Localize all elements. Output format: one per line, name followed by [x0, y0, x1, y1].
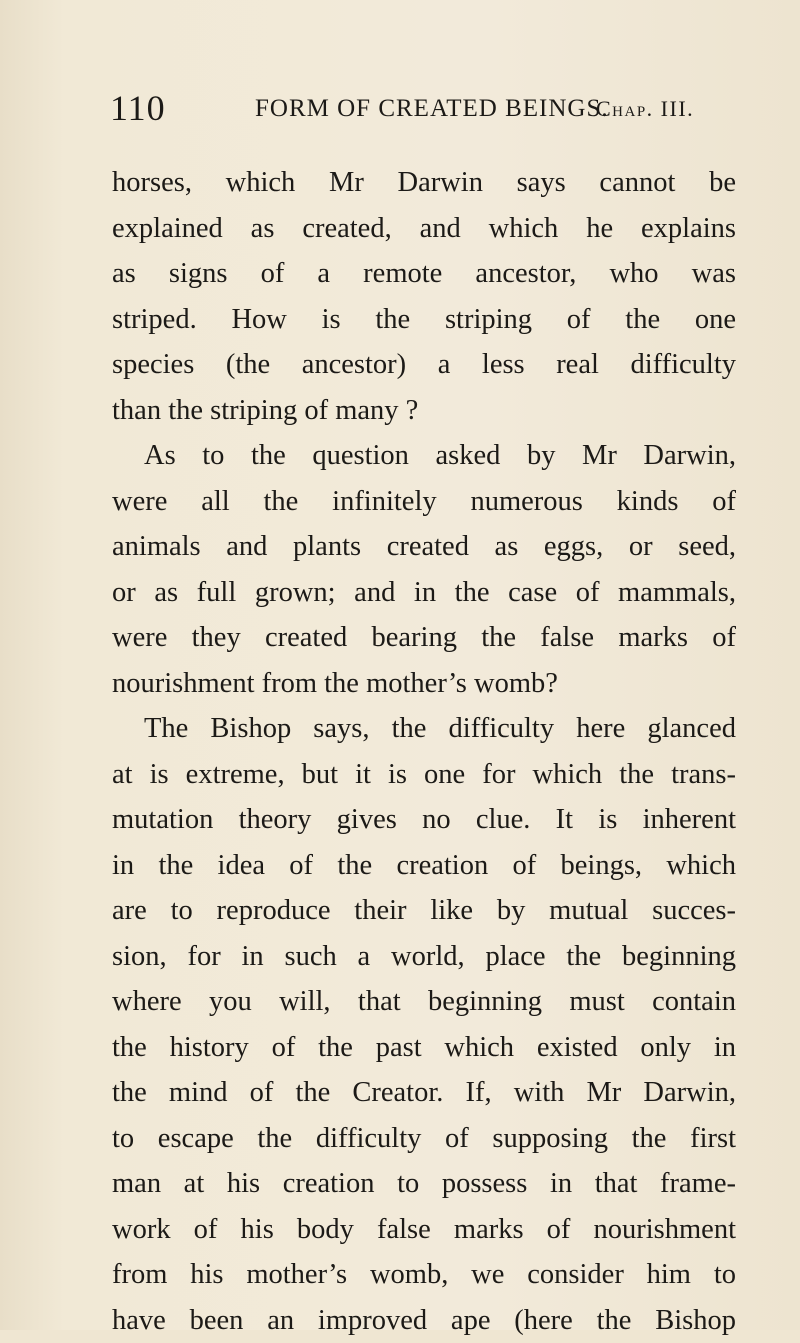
text-line: the mind of the Creator. If, with Mr Darwin, — [112, 1070, 736, 1116]
text-line: are to reproduce their like by mutual succes- — [112, 888, 736, 934]
text-line: from his mother’s womb, we consider him to — [112, 1252, 736, 1298]
text-line: horses, which Mr Darwin says cannot be — [112, 160, 736, 206]
text-line: explained as created, and which he explains — [112, 206, 736, 252]
body-text — [112, 160, 736, 1343]
page-header — [110, 88, 730, 128]
text-line: or as full grown; and in the case of mammals, — [112, 570, 736, 616]
text-line: sion, for in such a world, place the beginning — [112, 934, 736, 980]
text-line: were they created bearing the false marks of — [112, 615, 736, 661]
text-line: where you will, that beginning must contain — [112, 979, 736, 1025]
text-line: species (the ancestor) a less real difficulty — [112, 342, 736, 388]
text-line: animals and plants created as eggs, or seed, — [112, 524, 736, 570]
text-line: As to the question asked by Mr Darwin, — [112, 433, 736, 479]
text-line: as signs of a remote ancestor, who was — [112, 251, 736, 297]
text-line: work of his body false marks of nourishment — [112, 1207, 736, 1253]
text-line: nourishment from the mother’s womb? — [112, 661, 736, 707]
text-line: The Bishop says, the difficulty here glanced — [112, 706, 736, 752]
text-line: at is extreme, but it is one for which the trans- — [112, 752, 736, 798]
text-line: striped. How is the striping of the one — [112, 297, 736, 343]
page-number: 110 — [110, 88, 166, 128]
text-line: the history of the past which existed only in — [112, 1025, 736, 1071]
text-line: mutation theory gives no clue. It is inherent — [112, 797, 736, 843]
text-line: than the striping of many ? — [112, 388, 736, 434]
text-line: were all the infinitely numerous kinds of — [112, 479, 736, 525]
text-line: have been an improved ape (here the Bishop — [112, 1298, 736, 1343]
text-line: man at his creation to possess in that frame- — [112, 1161, 736, 1207]
text-line: in the idea of the creation of beings, which — [112, 843, 736, 889]
chapter-label: Chap. III. — [596, 95, 694, 123]
text-line: to escape the difficulty of supposing the first — [112, 1116, 736, 1162]
running-head: FORM OF CREATED BEINGS. — [255, 94, 609, 124]
